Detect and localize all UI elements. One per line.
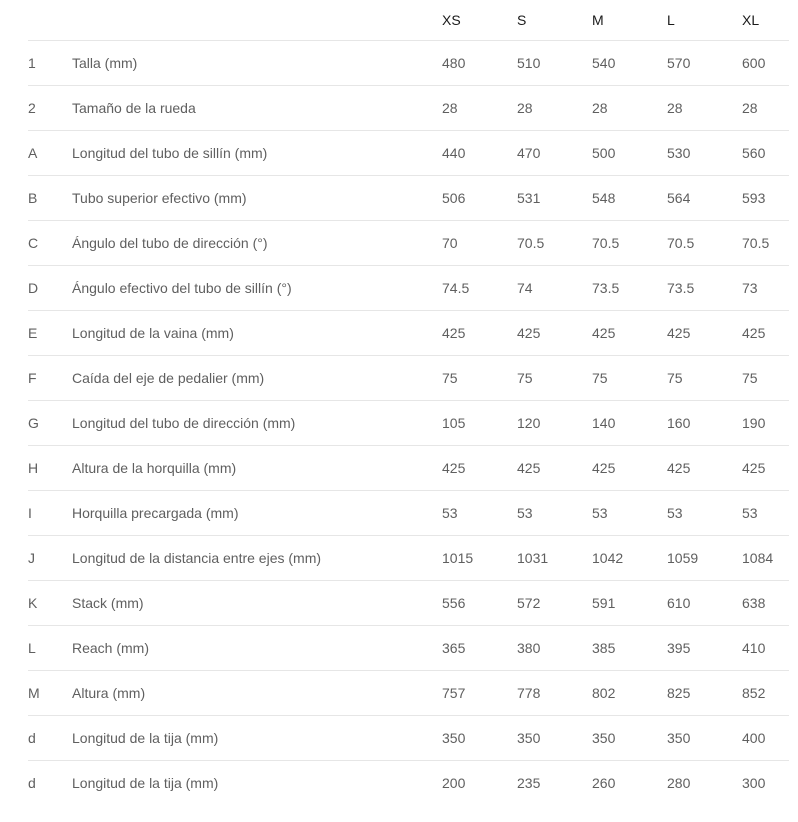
cell-size-l: 160 <box>667 401 742 446</box>
cell-size-l: 70.5 <box>667 221 742 266</box>
table-row <box>28 266 789 311</box>
row-label: Longitud de la tija (mm) <box>72 716 442 761</box>
cell-size-l: 28 <box>667 86 742 131</box>
row-key: L <box>28 626 72 671</box>
cell-size-l: 425 <box>667 311 742 356</box>
header-size-xl: XL <box>742 0 789 41</box>
row-key: E <box>28 311 72 356</box>
row-key: F <box>28 356 72 401</box>
cell-size-m: 350 <box>592 716 667 761</box>
cell-size-m: 28 <box>592 86 667 131</box>
cell-size-xl: 425 <box>742 446 789 491</box>
row-label: Tamaño de la rueda <box>72 86 442 131</box>
row-key: I <box>28 491 72 536</box>
cell-size-s: 120 <box>517 401 592 446</box>
row-key: d <box>28 716 72 761</box>
cell-size-s: 70.5 <box>517 221 592 266</box>
cell-size-xl: 593 <box>742 176 789 221</box>
cell-size-m: 425 <box>592 311 667 356</box>
cell-size-m: 260 <box>592 775 616 791</box>
row-key: A <box>28 131 72 176</box>
cell-size-s: 74 <box>517 266 592 311</box>
cell-size-l: 75 <box>667 356 742 401</box>
cell-size-s: 1031 <box>517 536 592 581</box>
cell-size-xl: 410 <box>742 626 789 671</box>
cell-size-m: 53 <box>592 491 667 536</box>
cell-size-xs: 53 <box>442 491 517 536</box>
cell-size-l: 825 <box>667 671 742 716</box>
row-label: Longitud del tubo de dirección (mm) <box>72 401 442 446</box>
table-row <box>28 176 789 221</box>
cell-size-xl: 425 <box>742 311 789 356</box>
cell-size-s: 425 <box>517 446 592 491</box>
header-key <box>28 0 72 41</box>
cell-size-xs: 365 <box>442 626 517 671</box>
row-key: d <box>28 775 36 791</box>
cell-size-xs: 757 <box>442 671 517 716</box>
cell-size-xl: 70.5 <box>742 221 789 266</box>
table-row <box>28 761 789 806</box>
table-row <box>28 86 789 131</box>
cell-size-xl: 560 <box>742 131 789 176</box>
table-row <box>28 311 789 356</box>
row-label: Longitud de la tija (mm) <box>72 775 219 791</box>
cell-size-m: 500 <box>592 131 667 176</box>
cell-size-l: 280 <box>667 775 691 791</box>
cell-size-xs: 200 <box>442 775 466 791</box>
cell-size-m: 1042 <box>592 536 667 581</box>
cell-size-xs: 75 <box>442 356 517 401</box>
table-row <box>28 626 789 671</box>
row-key: 1 <box>28 41 72 86</box>
row-label: Altura (mm) <box>72 671 442 716</box>
cell-size-l: 425 <box>667 446 742 491</box>
cell-size-m: 70.5 <box>592 221 667 266</box>
row-label: Longitud del tubo de sillín (mm) <box>72 131 442 176</box>
cell-size-l: 53 <box>667 491 742 536</box>
cell-size-xl: 1084 <box>742 536 789 581</box>
cell-size-s: 572 <box>517 581 592 626</box>
cell-size-l: 1059 <box>667 536 742 581</box>
header-size-s: S <box>517 0 592 41</box>
cell-size-xs: 506 <box>442 176 517 221</box>
cell-size-xs: 74.5 <box>442 266 517 311</box>
row-label: Ángulo efectivo del tubo de sillín (°) <box>72 266 442 311</box>
cell-size-xl: 73 <box>742 266 789 311</box>
cell-size-xs: 1015 <box>442 536 517 581</box>
table-row <box>28 716 789 761</box>
row-label: Stack (mm) <box>72 581 442 626</box>
cell-size-xs: 28 <box>442 86 517 131</box>
table-row <box>28 401 789 446</box>
table-row <box>28 536 789 581</box>
row-key: C <box>28 221 72 266</box>
header-size-l: L <box>667 0 742 41</box>
row-key: 2 <box>28 86 72 131</box>
cell-size-m: 425 <box>592 446 667 491</box>
row-label: Longitud de la vaina (mm) <box>72 311 442 356</box>
cell-size-s: 425 <box>517 311 592 356</box>
cell-size-s: 510 <box>517 41 592 86</box>
header-size-xs: XS <box>442 0 517 41</box>
cell-size-m: 548 <box>592 176 667 221</box>
cell-size-l: 610 <box>667 581 742 626</box>
row-label: Talla (mm) <box>72 41 442 86</box>
cell-size-l: 530 <box>667 131 742 176</box>
geometry-table-header <box>28 0 789 41</box>
cell-size-m: 75 <box>592 356 667 401</box>
cell-size-l: 564 <box>667 176 742 221</box>
table-row <box>28 446 789 491</box>
cell-size-s: 531 <box>517 176 592 221</box>
geometry-table <box>28 0 789 805</box>
table-row <box>28 356 789 401</box>
row-label: Tubo superior efectivo (mm) <box>72 176 442 221</box>
cell-size-xs: 70 <box>442 221 517 266</box>
row-key: K <box>28 581 72 626</box>
cell-size-l: 73.5 <box>667 266 742 311</box>
cell-size-xs: 440 <box>442 131 517 176</box>
cell-size-xl: 75 <box>742 356 789 401</box>
cell-size-xs: 425 <box>442 311 517 356</box>
cell-size-xl: 190 <box>742 401 789 446</box>
cell-size-xl: 300 <box>742 775 766 791</box>
cell-size-s: 235 <box>517 775 541 791</box>
table-row <box>28 221 789 266</box>
cell-size-l: 350 <box>667 716 742 761</box>
cell-size-s: 470 <box>517 131 592 176</box>
cell-size-xs: 556 <box>442 581 517 626</box>
row-label: Reach (mm) <box>72 626 442 671</box>
geometry-table-body <box>28 41 789 806</box>
row-label: Caída del eje de pedalier (mm) <box>72 356 442 401</box>
cell-size-l: 570 <box>667 41 742 86</box>
cell-size-m: 140 <box>592 401 667 446</box>
cell-size-xl: 600 <box>742 41 789 86</box>
cell-size-xs: 480 <box>442 41 517 86</box>
cell-size-xl: 638 <box>742 581 789 626</box>
row-label: Horquilla precargada (mm) <box>72 491 442 536</box>
row-key: B <box>28 176 72 221</box>
cell-size-m: 73.5 <box>592 266 667 311</box>
row-key: J <box>28 536 72 581</box>
cell-size-m: 385 <box>592 626 667 671</box>
row-label: Altura de la horquilla (mm) <box>72 446 442 491</box>
header-label <box>72 0 442 41</box>
row-key: M <box>28 671 72 716</box>
table-row <box>28 671 789 716</box>
table-row <box>28 41 789 86</box>
row-label: Longitud de la distancia entre ejes (mm) <box>72 536 442 581</box>
cell-size-xs: 350 <box>442 716 517 761</box>
header-row <box>28 0 789 41</box>
row-key: D <box>28 266 72 311</box>
header-size-m: M <box>592 0 667 41</box>
table-row <box>28 581 789 626</box>
cell-size-s: 28 <box>517 86 592 131</box>
row-key: G <box>28 401 72 446</box>
cell-size-m: 591 <box>592 581 667 626</box>
table-row <box>28 491 789 536</box>
cell-size-xs: 105 <box>442 401 517 446</box>
cell-size-xl: 852 <box>742 671 789 716</box>
cell-size-m: 540 <box>592 41 667 86</box>
cell-size-m: 802 <box>592 671 667 716</box>
cell-size-l: 395 <box>667 626 742 671</box>
cell-size-xl: 53 <box>742 491 789 536</box>
cell-size-s: 350 <box>517 716 592 761</box>
cell-size-xs: 425 <box>442 446 517 491</box>
cell-size-s: 53 <box>517 491 592 536</box>
cell-size-s: 75 <box>517 356 592 401</box>
cell-size-xl: 400 <box>742 716 789 761</box>
row-key: H <box>28 446 72 491</box>
cell-size-s: 380 <box>517 626 592 671</box>
table-row <box>28 131 789 176</box>
row-label: Ángulo del tubo de dirección (°) <box>72 221 442 266</box>
cell-size-xl: 28 <box>742 86 789 131</box>
cell-size-s: 778 <box>517 671 592 716</box>
